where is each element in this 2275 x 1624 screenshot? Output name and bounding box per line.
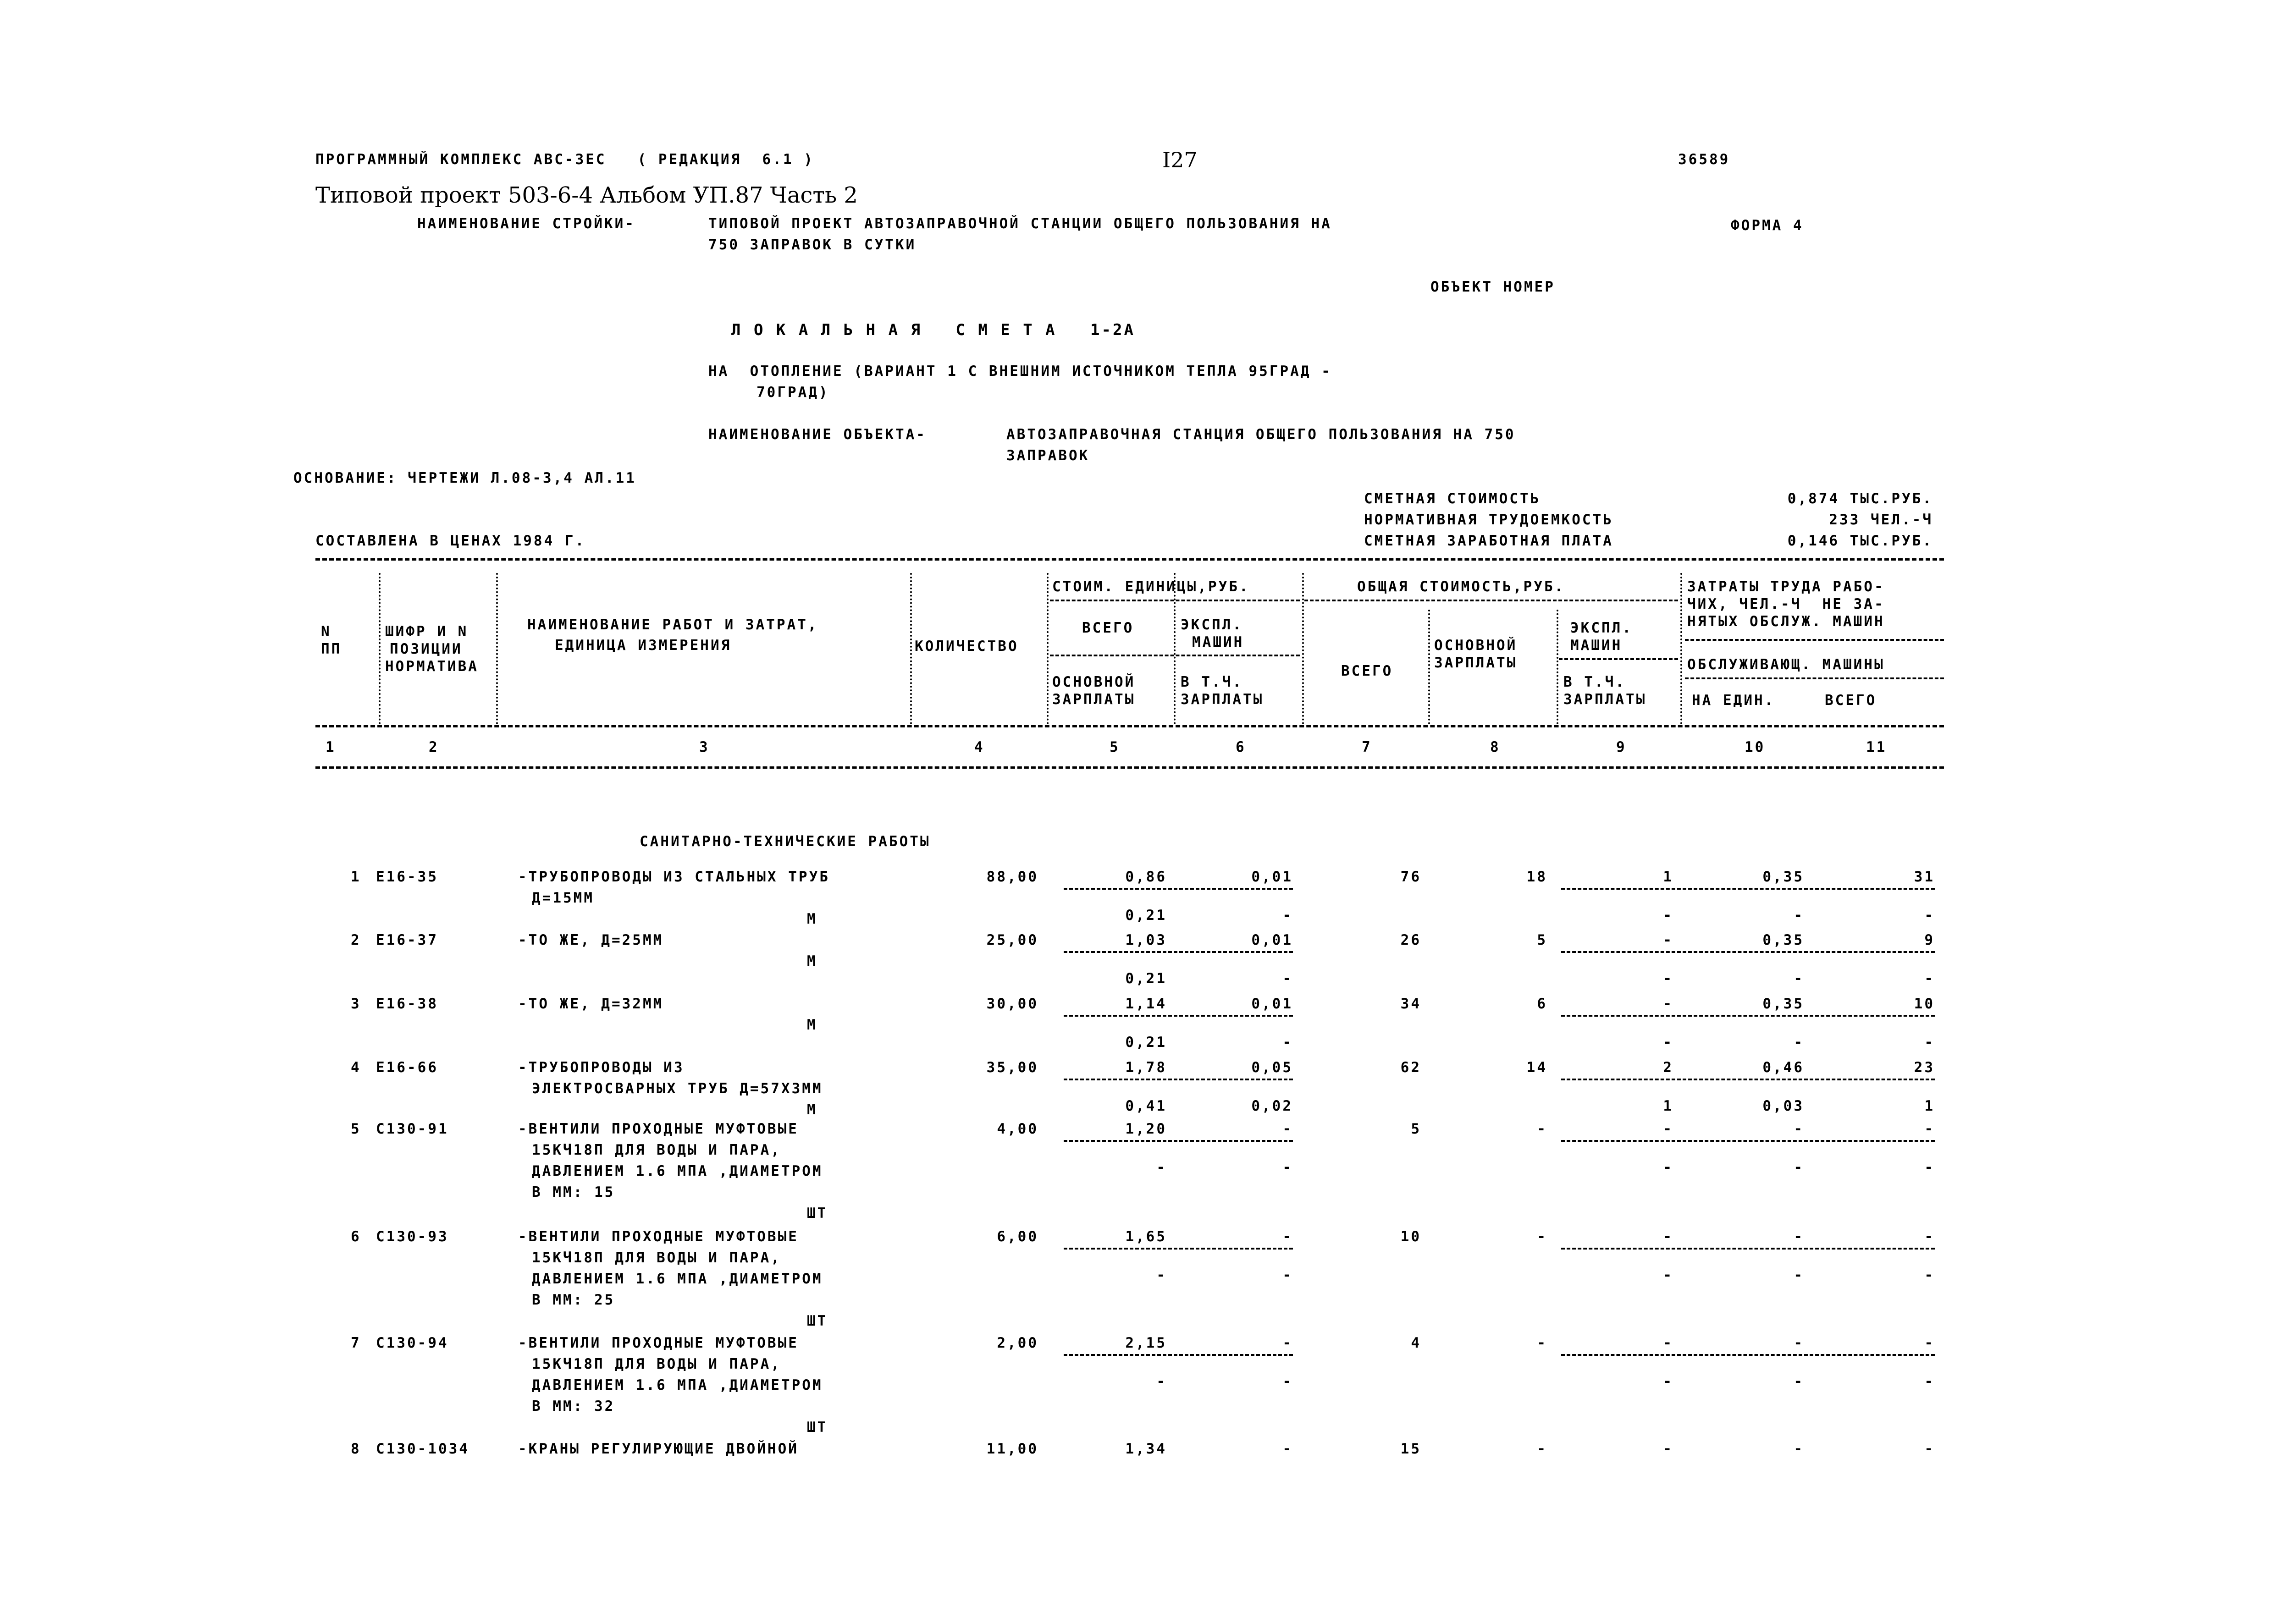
h-total-base-b: ЗАРПЛАТЫ bbox=[1434, 655, 1518, 671]
row-code: Е16-35 bbox=[376, 869, 438, 885]
cell-divider bbox=[1064, 1248, 1293, 1250]
basis: ОСНОВАНИЕ: ЧЕРТЕЖИ Л.08-3,4 АЛ.11 bbox=[293, 470, 636, 486]
h-unit-mach-b: МАШИН bbox=[1192, 634, 1244, 650]
cell-c6: - bbox=[1282, 1121, 1293, 1137]
row-unit: ШТ bbox=[807, 1419, 828, 1436]
cell-c5: 0,86 bbox=[1125, 869, 1167, 885]
software-line: ПРОГРАММНЫЙ КОМПЛЕКС АВС-3ЕС ( РЕДАКЦИЯ 6.1 ) bbox=[315, 151, 814, 168]
h-labor-a: ЗАТРАТЫ ТРУДА РАБО- bbox=[1687, 578, 1885, 595]
cell-c11b: - bbox=[1924, 1034, 1935, 1051]
cell-c10: - bbox=[1794, 1441, 1804, 1457]
cell-c5b: 0,41 bbox=[1125, 1098, 1167, 1114]
h-unit-mach-a: ЭКСПЛ. bbox=[1181, 617, 1243, 633]
header-rule bbox=[315, 725, 1944, 727]
page-number: I27 bbox=[1162, 148, 1198, 172]
row-number: 1 bbox=[351, 869, 361, 885]
row-unit: ШТ bbox=[807, 1205, 828, 1222]
cell-c10: 0,35 bbox=[1762, 996, 1804, 1012]
row-code: Е16-37 bbox=[376, 932, 438, 948]
cell-c7: 26 bbox=[1400, 932, 1421, 948]
row-name-line: ЭЛЕКТРОСВАРНЫХ ТРУБ Д=57Х3ММ bbox=[532, 1080, 823, 1097]
cell-c11: - bbox=[1924, 1121, 1935, 1137]
cell-c10b: - bbox=[1794, 970, 1804, 987]
cell-c6: 0,01 bbox=[1251, 932, 1293, 948]
construction-line1: ТИПОВОЙ ПРОЕКТ АВТОЗАПРАВОЧНОЙ СТАНЦИИ ОБЩЕГО ПОЛЬЗОВАНИЯ НА bbox=[708, 215, 1332, 232]
cell-qty: 2,00 bbox=[997, 1335, 1038, 1351]
cell-c8: 5 bbox=[1537, 932, 1547, 948]
cell-c6b: - bbox=[1282, 1159, 1293, 1176]
row-name-line: -ТРУБОПРОВОДЫ ИЗ bbox=[518, 1059, 685, 1076]
cell-c5b: - bbox=[1156, 1373, 1167, 1390]
cell-divider bbox=[1561, 1015, 1935, 1017]
row-code: С130-1034 bbox=[376, 1441, 469, 1457]
row-name-line: -ТРУБОПРОВОДЫ ИЗ СТАЛЬНЫХ ТРУБ bbox=[518, 869, 830, 885]
cell-c11: - bbox=[1924, 1228, 1935, 1245]
cell-divider bbox=[1064, 1140, 1293, 1142]
object-number: ОБЪЕКТ НОМЕР bbox=[1430, 279, 1555, 295]
cell-c6: 0,05 bbox=[1251, 1059, 1293, 1076]
cell-divider bbox=[1561, 951, 1935, 953]
cell-c7: 62 bbox=[1400, 1059, 1421, 1076]
row-name-line: -ВЕНТИЛИ ПРОХОДНЫЕ МУФТОВЫЕ bbox=[518, 1228, 799, 1245]
h-total-mach-a: ЭКСПЛ. bbox=[1570, 620, 1633, 636]
h-labor-unit: НА ЕДИН. bbox=[1692, 692, 1775, 709]
cell-qty: 30,00 bbox=[986, 996, 1038, 1012]
h-labor-sub: ОБСЛУЖИВАЮЩ. МАШИНЫ bbox=[1687, 656, 1885, 673]
row-name-line: ДАВЛЕНИЕМ 1.6 МПА ,ДИАМЕТРОМ bbox=[532, 1271, 823, 1287]
h-total-mach-sal-b: ЗАРПЛАТЫ bbox=[1563, 691, 1647, 708]
col-num-9: 9 bbox=[1616, 739, 1627, 755]
cell-c10b: - bbox=[1794, 1267, 1804, 1283]
cell-c5: 1,34 bbox=[1125, 1441, 1167, 1457]
row-unit: М bbox=[807, 953, 817, 969]
row-name-line: -ВЕНТИЛИ ПРОХОДНЫЕ МУФТОВЫЕ bbox=[518, 1121, 799, 1137]
h-total-all: ВСЕГО bbox=[1341, 663, 1393, 679]
cell-c5b: - bbox=[1156, 1159, 1167, 1176]
row-name-line: В ММ: 15 bbox=[532, 1184, 615, 1200]
summary-label-1: СМЕТНАЯ СТОИМОСТЬ bbox=[1364, 490, 1541, 507]
summary-value-1: 0,874 ТЫС.РУБ. bbox=[1787, 490, 1933, 507]
cell-c10: 0,35 bbox=[1762, 932, 1804, 948]
row-unit: М bbox=[807, 1101, 817, 1118]
row-code: Е16-38 bbox=[376, 996, 438, 1012]
row-number: 8 bbox=[351, 1441, 361, 1457]
cell-c5: 1,20 bbox=[1125, 1121, 1167, 1137]
numbers-rule bbox=[315, 766, 1944, 769]
cell-c7: 5 bbox=[1411, 1121, 1421, 1137]
cell-c5b: 0,21 bbox=[1125, 907, 1167, 924]
cell-c5b: 0,21 bbox=[1125, 1034, 1167, 1051]
cell-c8: - bbox=[1537, 1228, 1547, 1245]
row-code: С130-93 bbox=[376, 1228, 449, 1245]
h-unit-cost: СТОИМ. ЕДИНИЦЫ,РУБ. bbox=[1052, 578, 1250, 595]
cell-c8: - bbox=[1537, 1441, 1547, 1457]
col-num-6: 6 bbox=[1236, 739, 1246, 755]
cell-qty: 25,00 bbox=[986, 932, 1038, 948]
row-name-line: 15КЧ18П ДЛЯ ВОДЫ И ПАРА, bbox=[532, 1250, 781, 1266]
cell-c6: - bbox=[1282, 1228, 1293, 1245]
col-num-4: 4 bbox=[974, 739, 985, 755]
cell-c9: - bbox=[1663, 1121, 1673, 1137]
cell-c11: - bbox=[1924, 1441, 1935, 1457]
object-line2: ЗАПРАВОК bbox=[1006, 447, 1090, 464]
row-code: Е16-66 bbox=[376, 1059, 438, 1076]
h-labor-b: ЧИХ, ЧЕЛ.-Ч НЕ ЗА- bbox=[1687, 596, 1885, 612]
cell-c9: - bbox=[1663, 996, 1673, 1012]
h-c3-a: НАИМЕНОВАНИЕ РАБОТ И ЗАТРАТ, bbox=[527, 617, 818, 633]
summary-label-3: СМЕТНАЯ ЗАРАБОТНАЯ ПЛАТА bbox=[1364, 533, 1613, 549]
estimate-title: Л О К А Л Ь Н А Я С М Е Т А 1-2А bbox=[731, 321, 1135, 339]
cell-c11b: - bbox=[1924, 907, 1935, 924]
cell-c10b: - bbox=[1794, 907, 1804, 924]
h-labor-c: НЯТЫХ ОБСЛУЖ. МАШИН bbox=[1687, 613, 1885, 630]
cell-c5: 1,78 bbox=[1125, 1059, 1167, 1076]
cell-c10: - bbox=[1794, 1228, 1804, 1245]
cell-divider bbox=[1561, 888, 1935, 890]
cell-c10b: - bbox=[1794, 1373, 1804, 1390]
cell-qty: 4,00 bbox=[997, 1121, 1038, 1137]
row-code: С130-91 bbox=[376, 1121, 449, 1137]
object-label: НАИМЕНОВАНИЕ ОБЪЕКТА- bbox=[708, 426, 927, 443]
row-code: С130-94 bbox=[376, 1335, 449, 1351]
cell-c5b: 0,21 bbox=[1125, 970, 1167, 987]
cell-c9b: - bbox=[1663, 1267, 1673, 1283]
cell-c10b: - bbox=[1794, 1034, 1804, 1051]
cell-c8: 14 bbox=[1526, 1059, 1547, 1076]
h-unit-base-a: ОСНОВНОЙ bbox=[1052, 674, 1136, 690]
summary-label-2: НОРМАТИВНАЯ ТРУДОЕМКОСТЬ bbox=[1364, 512, 1613, 528]
row-name-line: 15КЧ18П ДЛЯ ВОДЫ И ПАРА, bbox=[532, 1356, 781, 1372]
cell-c5: 1,14 bbox=[1125, 996, 1167, 1012]
cell-c7: 15 bbox=[1400, 1441, 1421, 1457]
cell-c6: 0,01 bbox=[1251, 869, 1293, 885]
h-c2-a: ШИФР И N bbox=[385, 623, 469, 640]
cell-c10b: - bbox=[1794, 1159, 1804, 1176]
cell-c9: - bbox=[1663, 1335, 1673, 1351]
cell-divider bbox=[1064, 1015, 1293, 1017]
project-title: Типовой проект 503-6-4 Альбом УП.87 Часть 2 bbox=[315, 182, 858, 208]
col-num-11: 11 bbox=[1866, 739, 1887, 755]
row-name-line: ДАВЛЕНИЕМ 1.6 МПА ,ДИАМЕТРОМ bbox=[532, 1377, 823, 1393]
cell-c7: 4 bbox=[1411, 1335, 1421, 1351]
h-c4: КОЛИЧЕСТВО bbox=[915, 638, 1019, 655]
h-total-cost: ОБЩАЯ СТОИМОСТЬ,РУБ. bbox=[1357, 578, 1565, 595]
cell-c8: - bbox=[1537, 1335, 1547, 1351]
construction-label: НАИМЕНОВАНИЕ СТРОЙКИ- bbox=[417, 215, 635, 232]
subject-line2: 70ГРАД) bbox=[756, 384, 829, 401]
h-unit-mach-sal-b: ЗАРПЛАТЫ bbox=[1181, 691, 1264, 708]
h-c2-b: ПОЗИЦИИ bbox=[390, 641, 463, 657]
row-name-line: -ТО ЖЕ, Д=25ММ bbox=[518, 932, 664, 948]
col-num-10: 10 bbox=[1745, 739, 1766, 755]
col-num-1: 1 bbox=[326, 739, 336, 755]
cell-c6b: - bbox=[1282, 1267, 1293, 1283]
cell-c9b: - bbox=[1663, 1373, 1673, 1390]
cell-c11b: - bbox=[1924, 970, 1935, 987]
h-c3-b: ЕДИНИЦА ИЗМЕРЕНИЯ bbox=[555, 637, 732, 654]
cell-c5: 2,15 bbox=[1125, 1335, 1167, 1351]
cell-c5: 1,03 bbox=[1125, 932, 1167, 948]
cell-c6b: - bbox=[1282, 1034, 1293, 1051]
h-c1-b: ПП bbox=[321, 641, 342, 657]
row-name-line: В ММ: 32 bbox=[532, 1398, 615, 1415]
cell-c8: 18 bbox=[1526, 869, 1547, 885]
cell-c9: - bbox=[1663, 932, 1673, 948]
cell-c6b: - bbox=[1282, 907, 1293, 924]
cell-c7: 76 bbox=[1400, 869, 1421, 885]
object-line1: АВТОЗАПРАВОЧНАЯ СТАНЦИЯ ОБЩЕГО ПОЛЬЗОВАНИЯ НА 750 bbox=[1006, 426, 1516, 443]
cell-c11b: - bbox=[1924, 1267, 1935, 1283]
cell-c11: 10 bbox=[1914, 996, 1935, 1012]
form-number: ФОРМА 4 bbox=[1731, 217, 1804, 234]
cell-c6b: 0,02 bbox=[1251, 1098, 1293, 1114]
cell-c9: - bbox=[1663, 1441, 1673, 1457]
cell-c11: 23 bbox=[1914, 1059, 1935, 1076]
cell-c9: 1 bbox=[1663, 869, 1673, 885]
col-num-5: 5 bbox=[1110, 739, 1120, 755]
cell-divider bbox=[1064, 951, 1293, 953]
cell-c10: 0,35 bbox=[1762, 869, 1804, 885]
cell-c10b: 0,03 bbox=[1762, 1098, 1804, 1114]
h-unit-mach-sal-a: В Т.Ч. bbox=[1181, 674, 1243, 690]
cell-qty: 88,00 bbox=[986, 869, 1038, 885]
cell-divider bbox=[1561, 1079, 1935, 1080]
cell-c11b: 1 bbox=[1924, 1098, 1935, 1114]
h-unit-base-b: ЗАРПЛАТЫ bbox=[1052, 691, 1136, 708]
row-name-line: -ВЕНТИЛИ ПРОХОДНЫЕ МУФТОВЫЕ bbox=[518, 1335, 799, 1351]
col-num-2: 2 bbox=[429, 739, 439, 755]
cell-c8: - bbox=[1537, 1121, 1547, 1137]
cell-c11: 31 bbox=[1914, 869, 1935, 885]
cell-c9b: - bbox=[1663, 907, 1673, 924]
h-total-mach-sal-a: В Т.Ч. bbox=[1563, 674, 1626, 690]
cell-c5b: - bbox=[1156, 1267, 1167, 1283]
cell-c6b: - bbox=[1282, 970, 1293, 987]
cell-c9b: - bbox=[1663, 1159, 1673, 1176]
row-name-line: -ТО ЖЕ, Д=32ММ bbox=[518, 996, 664, 1012]
h-total-mach-b: МАШИН bbox=[1570, 637, 1623, 654]
h-unit-all: ВСЕГО bbox=[1082, 620, 1134, 636]
cell-c11b: - bbox=[1924, 1373, 1935, 1390]
cell-c9b: - bbox=[1663, 1034, 1673, 1051]
row-name-line: В ММ: 25 bbox=[532, 1292, 615, 1308]
table-top-rule bbox=[315, 558, 1944, 561]
cell-divider bbox=[1064, 888, 1293, 890]
subject-line1: НА ОТОПЛЕНИЕ (ВАРИАНТ 1 С ВНЕШНИМ ИСТОЧНИКОМ ТЕПЛА 95ГРАД - bbox=[708, 363, 1332, 380]
construction-line2: 750 ЗАПРАВОК В СУТКИ bbox=[708, 237, 917, 253]
section-title: САНИТАРНО-ТЕХНИЧЕСКИЕ РАБОТЫ bbox=[640, 833, 931, 850]
h-c1-a: N bbox=[321, 623, 331, 640]
row-name-line: Д=15ММ bbox=[532, 890, 594, 906]
cell-c9b: - bbox=[1663, 970, 1673, 987]
row-name-line: -КРАНЫ РЕГУЛИРУЮЩИЕ ДВОЙНОЙ bbox=[518, 1441, 799, 1457]
cell-c9: 2 bbox=[1663, 1059, 1673, 1076]
cell-c6: - bbox=[1282, 1335, 1293, 1351]
cell-c10: - bbox=[1794, 1335, 1804, 1351]
cell-c10: - bbox=[1794, 1121, 1804, 1137]
row-number: 2 bbox=[351, 932, 361, 948]
col-num-3: 3 bbox=[699, 739, 710, 755]
row-name-line: 15КЧ18П ДЛЯ ВОДЫ И ПАРА, bbox=[532, 1142, 781, 1158]
cell-divider bbox=[1064, 1354, 1293, 1356]
cell-c9: - bbox=[1663, 1228, 1673, 1245]
h-labor-total: ВСЕГО bbox=[1825, 692, 1877, 709]
cell-c11: - bbox=[1924, 1335, 1935, 1351]
cell-c7: 10 bbox=[1400, 1228, 1421, 1245]
cell-divider bbox=[1561, 1354, 1935, 1356]
row-unit: М bbox=[807, 1017, 817, 1033]
col-num-7: 7 bbox=[1362, 739, 1372, 755]
cell-c7: 34 bbox=[1400, 996, 1421, 1012]
row-number: 3 bbox=[351, 996, 361, 1012]
prices-year: СОСТАВЛЕНА В ЦЕНАХ 1984 Г. bbox=[315, 533, 586, 549]
summary-value-2: 233 ЧЕЛ.-Ч bbox=[1829, 512, 1933, 528]
row-number: 7 bbox=[351, 1335, 361, 1351]
doc-code: 36589 bbox=[1678, 151, 1730, 168]
cell-qty: 6,00 bbox=[997, 1228, 1038, 1245]
cell-c6: 0,01 bbox=[1251, 996, 1293, 1012]
row-number: 5 bbox=[351, 1121, 361, 1137]
row-name-line: ДАВЛЕНИЕМ 1.6 МПА ,ДИАМЕТРОМ bbox=[532, 1163, 823, 1179]
cell-c8: 6 bbox=[1537, 996, 1547, 1012]
cell-c6b: - bbox=[1282, 1373, 1293, 1390]
summary-value-3: 0,146 ТЫС.РУБ. bbox=[1787, 533, 1933, 549]
cell-c6: - bbox=[1282, 1441, 1293, 1457]
cell-c10: 0,46 bbox=[1762, 1059, 1804, 1076]
cell-qty: 11,00 bbox=[986, 1441, 1038, 1457]
h-c2-c: НОРМАТИВА bbox=[385, 658, 479, 675]
cell-divider bbox=[1561, 1140, 1935, 1142]
row-number: 4 bbox=[351, 1059, 361, 1076]
cell-c9b: 1 bbox=[1663, 1098, 1673, 1114]
h-total-base-a: ОСНОВНОЙ bbox=[1434, 637, 1518, 654]
row-number: 6 bbox=[351, 1228, 361, 1245]
row-unit: ШТ bbox=[807, 1313, 828, 1329]
cell-c5: 1,65 bbox=[1125, 1228, 1167, 1245]
row-unit: М bbox=[807, 911, 817, 927]
cell-divider bbox=[1561, 1248, 1935, 1250]
col-num-8: 8 bbox=[1490, 739, 1501, 755]
cell-c11b: - bbox=[1924, 1159, 1935, 1176]
cell-divider bbox=[1064, 1079, 1293, 1080]
cell-qty: 35,00 bbox=[986, 1059, 1038, 1076]
cell-c11: 9 bbox=[1924, 932, 1935, 948]
